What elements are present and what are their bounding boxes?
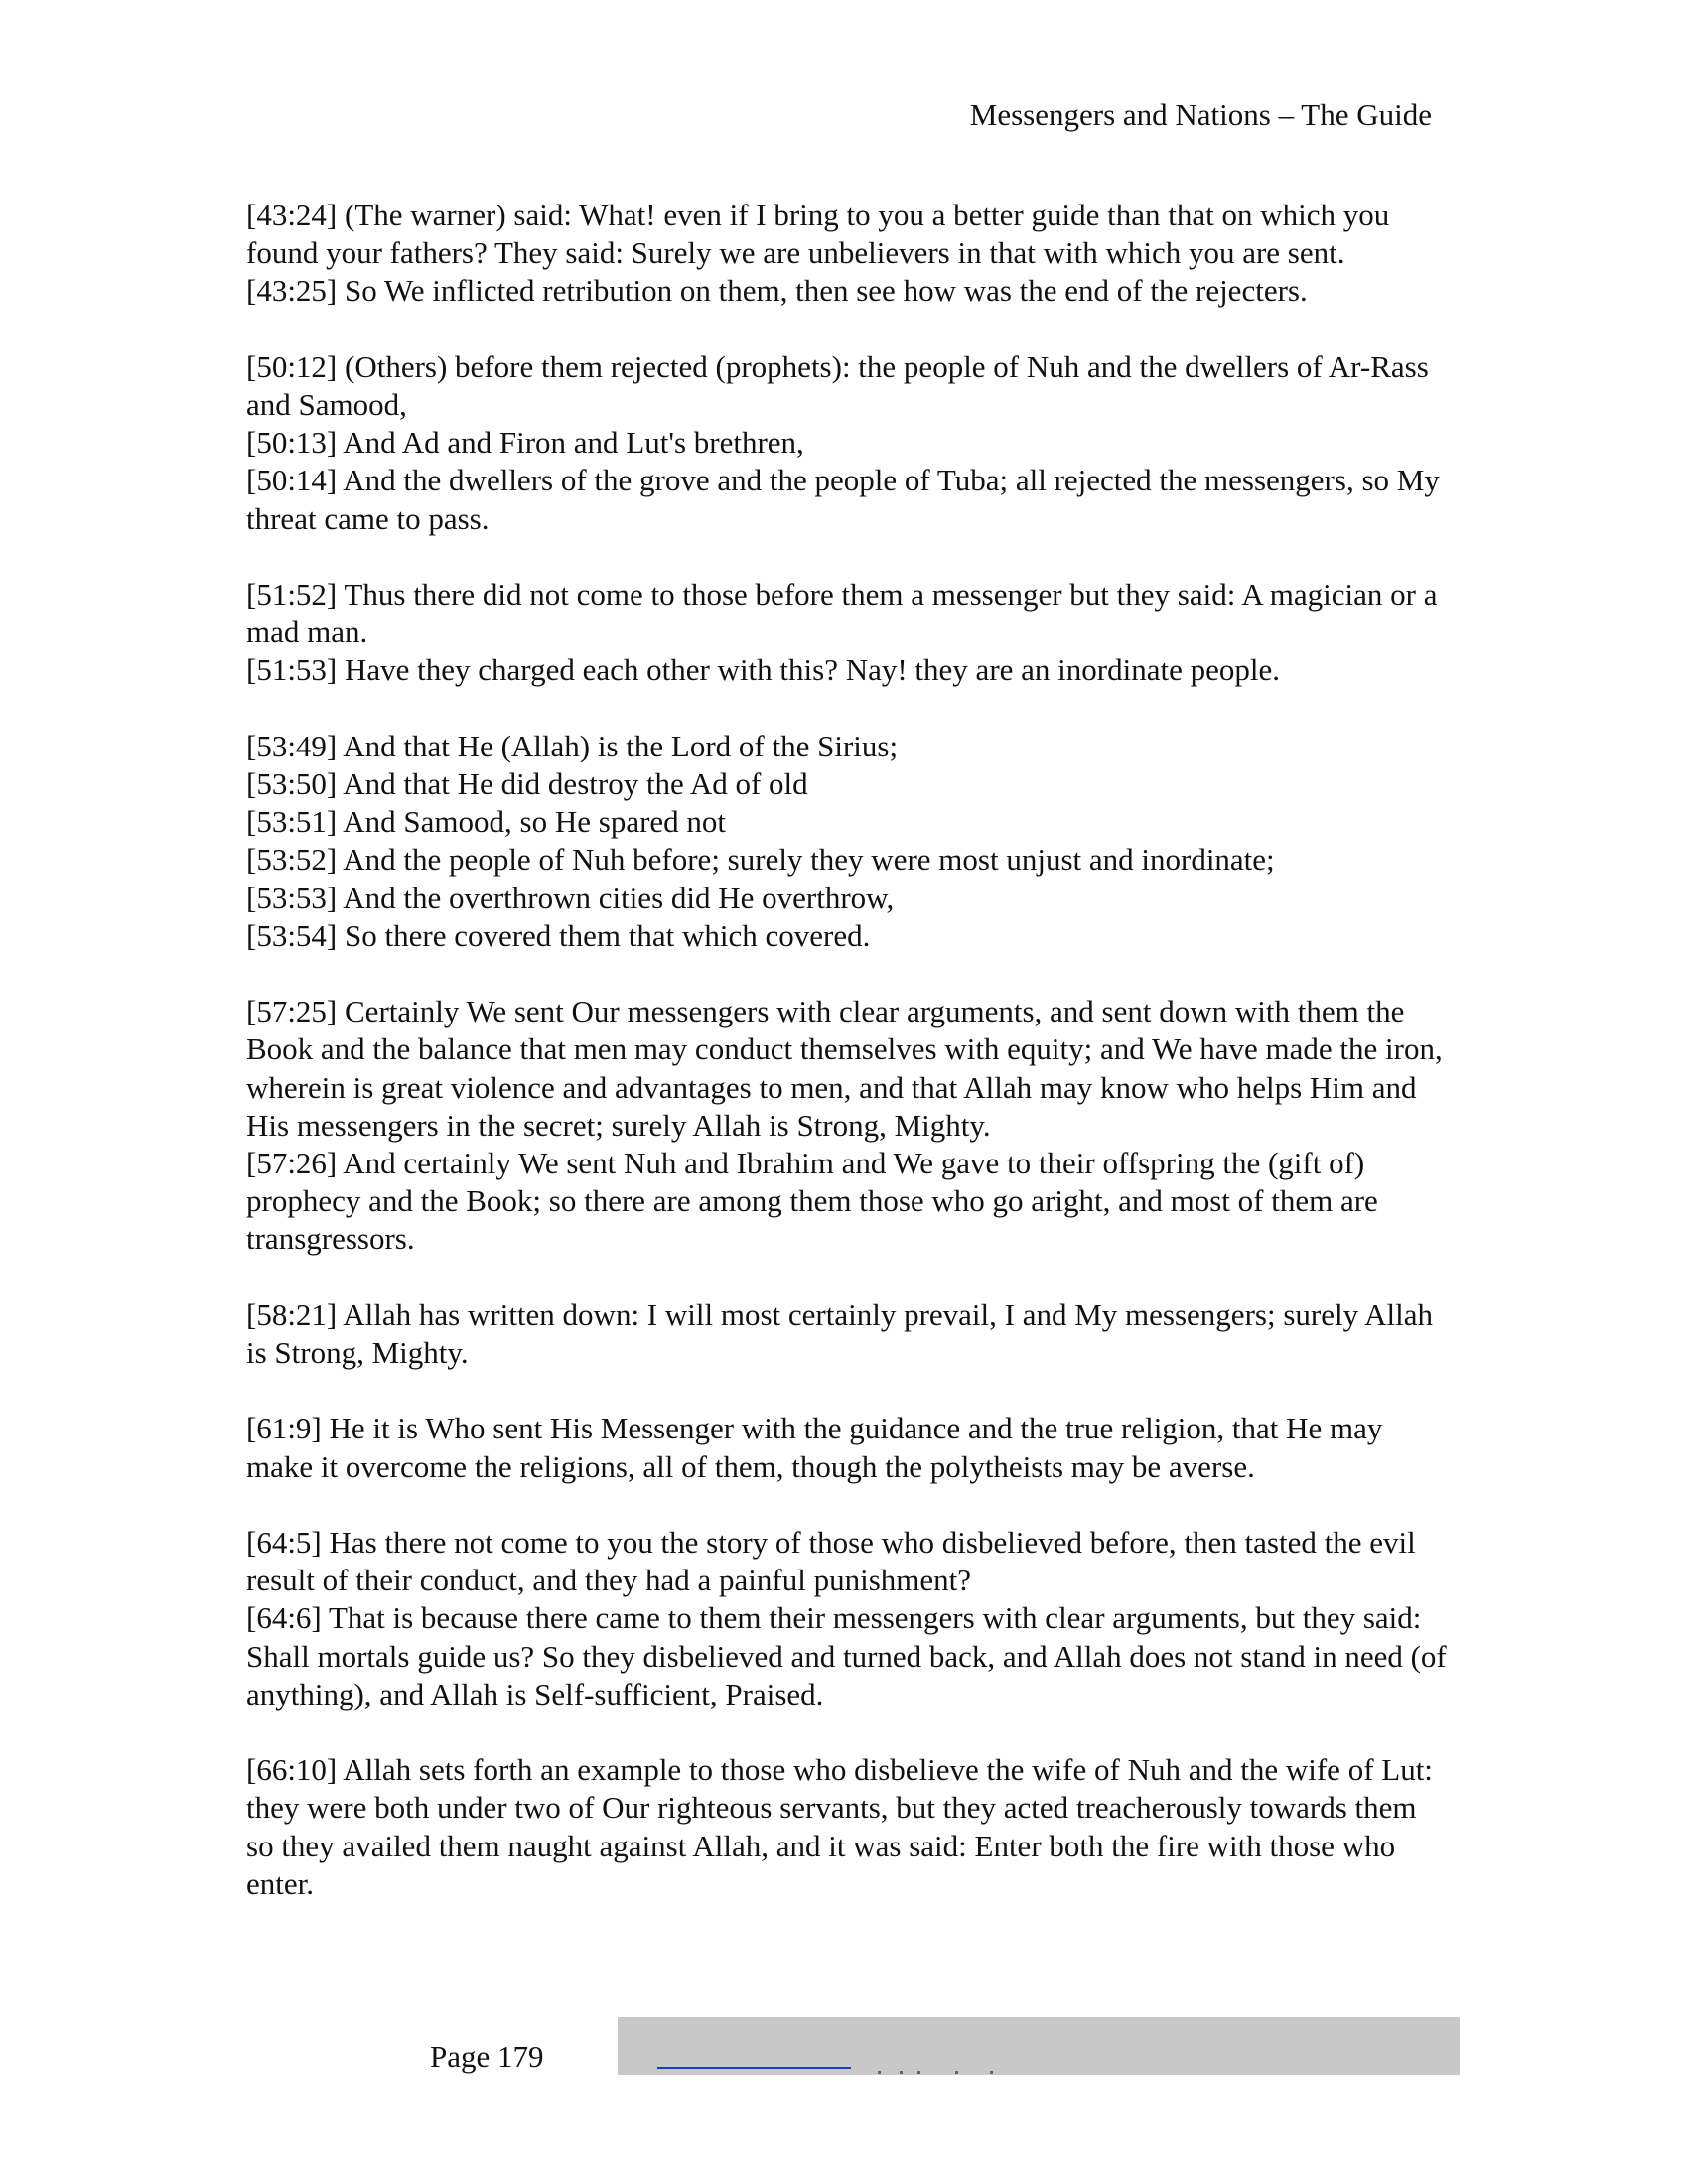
verse-line: [57:25] Certainly We sent Our messengers with clear arguments, and sent down with them the Book and the balance that men may conduct themselves with equity; and We have made the iron, wherein is great violence and advantages to men, and that Allah may know who helps Him and His messengers in the secret; surely Allah is Strong, Mighty. xyxy=(246,994,1443,1143)
running-header: Messengers and Nations – The Guide xyxy=(969,97,1432,132)
verse-group xyxy=(246,576,1448,690)
verse-line: [64:5] Has there not come to you the story of those who disbelieved before, then tasted the evil result of their conduct, and they had a painful punishment? xyxy=(246,1525,1416,1598)
verse-group xyxy=(246,1751,1448,1903)
verse-line: [58:21] Allah has written down: I will most certainly prevail, I and My messengers; surely Allah is Strong, Mighty. xyxy=(246,1297,1433,1371)
verse-line: [50:12] (Others) before them rejected (prophets): the people of Nuh and the dwellers of Ar-Rass and Samood, xyxy=(246,348,1429,422)
footer-text-fragments xyxy=(866,2071,1005,2074)
verse-line: [66:10] Allah sets forth an example to those who disbelieve the wife of Nuh and the wife of Lut: they were both under two of Our righteous servants, but they acted treacherously towards them so they availed them naught against Allah, and it was said: Enter both the fire with those who enter. xyxy=(246,1752,1433,1901)
footer-link-underline[interactable] xyxy=(657,2067,851,2069)
verse-line: [53:54] So there covered them that which covered. xyxy=(246,917,871,953)
verse-line: [51:52] Thus there did not come to those before them a messenger but they said: A magician or a mad man. xyxy=(246,577,1438,650)
verse-group xyxy=(246,1297,1448,1372)
verse-line: [50:13] And Ad and Firon and Lut's brethren, xyxy=(246,425,804,461)
verse-line: [43:25] So We inflicted retribution on them, then see how was the end of the rejecters. xyxy=(246,273,1308,309)
verse-line: [53:52] And the people of Nuh before; surely they were most unjust and inordinate; xyxy=(246,842,1275,878)
verse-line: [43:24] (The warner) said: What! even if I bring to you a better guide than that on which you found your fathers? They said: Surely we are unbelievers in that with which you are sent. xyxy=(246,198,1390,271)
page-number: Page 179 xyxy=(430,2039,544,2074)
page-body xyxy=(246,197,1448,1903)
verse-line: [53:50] And that He did destroy the Ad of old xyxy=(246,766,808,801)
verse-group xyxy=(246,1524,1448,1713)
verse-line: [61:9] He it is Who sent His Messenger with the guidance and the true religion, that He may make it overcome the religions, all of them, though the polytheists may be averse. xyxy=(246,1411,1383,1484)
verse-line: [53:53] And the overthrown cities did He overthrow, xyxy=(246,880,895,915)
verse-line: [53:49] And that He (Allah) is the Lord of the Sirius; xyxy=(246,728,899,763)
verse-group xyxy=(246,197,1448,311)
verse-line: [64:6] That is because there came to them their messengers with clear arguments, but they said: Shall mortals guide us? So they disbelieved and turned back, and Allah does not stand in need (of anything), and Allah is Self-sufficient, Praised. xyxy=(246,1600,1447,1711)
verse-line: [53:51] And Samood, so He spared not xyxy=(246,804,727,840)
verse-group xyxy=(246,1410,1448,1485)
footer-banner xyxy=(618,2017,1460,2075)
verse-line: [50:14] And the dwellers of the grove and the people of Tuba; all rejected the messengers, so My threat came to pass. xyxy=(246,463,1440,536)
verse-group xyxy=(246,728,1448,955)
verse-line: [51:53] Have they charged each other with this? Nay! they are an inordinate people. xyxy=(246,652,1280,688)
verse-line: [57:26] And certainly We sent Nuh and Ibrahim and We gave to their offspring the (gift of) prophecy and the Book; so there are among them those who go aright, and most of them are transgressors. xyxy=(246,1146,1378,1257)
verse-group xyxy=(246,993,1448,1258)
verse-group xyxy=(246,348,1448,538)
